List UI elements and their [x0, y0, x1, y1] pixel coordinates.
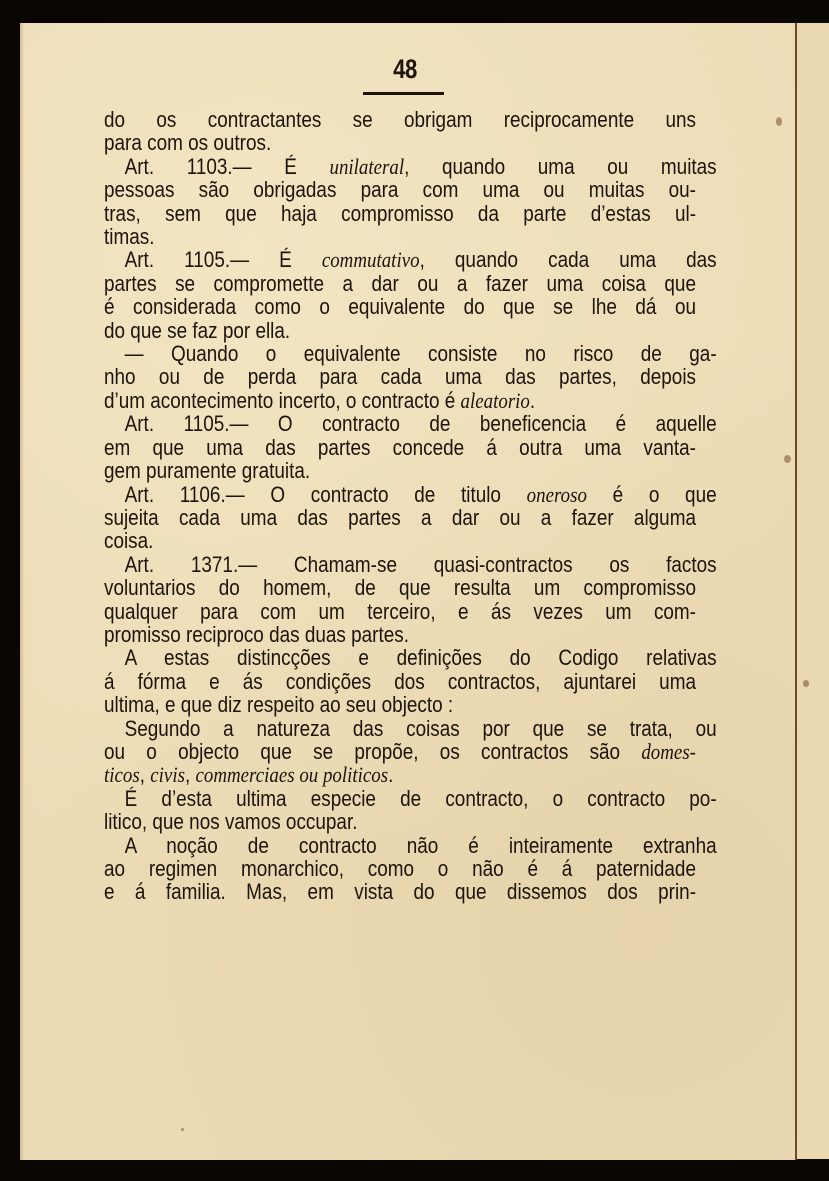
text-line: [104, 131, 696, 154]
text-run: , quando cada uma das: [419, 247, 717, 273]
text-line: [104, 459, 696, 482]
text-line: [104, 623, 696, 646]
paragraph: [104, 341, 717, 413]
text-run: promisso reciproco das duas partes.: [104, 621, 409, 647]
text-line: [104, 529, 696, 552]
text-line: [104, 740, 696, 763]
text-run: tras, sem que haja compromisso da parte d’estas ul-: [104, 200, 696, 226]
text-line: [104, 272, 696, 295]
text-line: [104, 483, 717, 506]
text-run: para com os outros.: [104, 130, 272, 156]
text-line: [104, 576, 696, 599]
paragraph: [104, 551, 717, 647]
text-run: .: [388, 762, 394, 788]
text-run: ao regimen monarchico, como o não é á paternidade: [104, 856, 696, 881]
italic-term: civis: [150, 762, 185, 788]
text-line: [104, 787, 717, 810]
text-line: [104, 600, 696, 623]
text-run: Art. 1105.— É: [124, 247, 322, 273]
page-number: 48: [393, 54, 417, 84]
paragraph: [104, 715, 717, 788]
text-line: [104, 880, 696, 903]
text-run: em que uma das partes concede á outra uma vanta-: [104, 434, 696, 460]
text-line: [104, 834, 717, 857]
text-run: voluntarios do homem, de que resulta um compromisso: [104, 575, 696, 601]
page-number-rule: [363, 92, 444, 95]
italic-term: oneroso: [526, 481, 587, 507]
text-run: do os contractantes se obrigam reciprocamente uns: [104, 107, 696, 132]
text-run: qualquer para com um terceiro, e ás vezes um com-: [104, 598, 696, 624]
text-run: é considerada como o equivalente do que se lhe dá ou: [104, 294, 696, 320]
italic-term: domes-: [641, 738, 696, 764]
text-run: ou o objecto que se propõe, os contractos são: [104, 738, 642, 764]
text-line: [104, 155, 717, 178]
paragraph: [104, 481, 717, 554]
text-line: [104, 178, 696, 201]
italic-term: unilateral: [329, 153, 405, 179]
paragraph: [104, 153, 717, 250]
italic-term: commutativo: [321, 247, 420, 273]
book-page-right-edge: [797, 23, 829, 1159]
paragraph: [104, 247, 717, 343]
text-run: partes se compromette a dar ou a fazer uma coisa que: [104, 270, 696, 296]
text-line: [104, 389, 696, 412]
text-run: d’um acontecimento incerto, o contracto é: [104, 387, 461, 413]
text-run: pessoas são obrigadas para com uma ou muitas ou-: [104, 177, 696, 203]
text-run: á fórma e ás condições dos contractos, ajuntarei uma: [104, 668, 696, 694]
text-line: [104, 202, 696, 225]
text-run: ,: [139, 762, 151, 788]
text-run: nho ou de perda para cada uma das partes, depois: [104, 364, 696, 390]
text-line: [104, 553, 717, 576]
text-run: .: [529, 387, 536, 413]
text-line: [104, 225, 696, 248]
text-line: [104, 319, 696, 342]
text-run: é o que: [586, 481, 717, 507]
paragraph: [104, 411, 717, 484]
paper-stain: [803, 680, 809, 687]
text-line: [104, 506, 696, 529]
paragraph: [104, 108, 696, 155]
text-run: Art. 1106.— O contracto de titulo: [124, 481, 527, 507]
text-run: A noção de contracto não é inteiramente extranha: [124, 832, 717, 858]
text-line: [104, 436, 696, 459]
paper-stain: [784, 455, 791, 463]
text-line: [104, 857, 696, 880]
body-text: [104, 107, 717, 905]
text-line: [104, 810, 696, 833]
text-line: [104, 693, 696, 716]
text-line: [104, 248, 717, 271]
text-line: [104, 763, 696, 786]
text-line: [104, 412, 717, 435]
text-line: [104, 342, 717, 365]
paragraph: [104, 785, 717, 835]
text-run: Art. 1103.— É: [124, 153, 330, 179]
text-run: — Quando o equivalente consiste no risco de ga-: [124, 341, 717, 367]
text-line: [104, 365, 696, 388]
text-run: É d’esta ultima especie de contracto, o contracto po-: [124, 785, 717, 811]
text-line: [104, 295, 696, 318]
text-run: A estas distincções e definições do Codigo relativas: [124, 645, 717, 671]
paragraph: [104, 832, 717, 905]
text-run: timas.: [104, 224, 155, 250]
text-run: gem puramente gratuita.: [104, 458, 311, 484]
italic-term: ticos: [104, 762, 140, 788]
text-run: Segundo a natureza das coisas por que se trata, ou: [124, 715, 717, 741]
paper-stain: [181, 1128, 184, 1131]
text-run: ,: [184, 762, 196, 788]
text-run: litico, que nos vamos occupar.: [104, 809, 358, 835]
text-run: ultima, e que diz respeito ao seu objecto :: [104, 692, 454, 718]
text-run: do que se faz por ella.: [104, 317, 291, 343]
text-line: [104, 717, 717, 740]
text-line: [104, 646, 717, 669]
italic-term: commerciaes ou politicos: [195, 762, 389, 788]
text-run: , quando uma ou muitas: [404, 153, 717, 179]
text-run: e á familia. Mas, em vista do que dissemos dos prin-: [104, 879, 696, 905]
text-run: coisa.: [104, 528, 154, 554]
paragraph: [104, 645, 717, 718]
text-run: Art. 1371.— Chamam-se quasi-contractos os factos: [124, 551, 717, 577]
text-run: sujeita cada uma das partes a dar ou a fazer alguma: [104, 504, 696, 530]
text-run: Art. 1105.— O contracto de beneficencia é aquelle: [124, 411, 717, 437]
paper-stain: [776, 117, 782, 126]
italic-term: aleatorio: [460, 387, 530, 413]
text-line: [104, 108, 696, 131]
text-line: [104, 670, 696, 693]
